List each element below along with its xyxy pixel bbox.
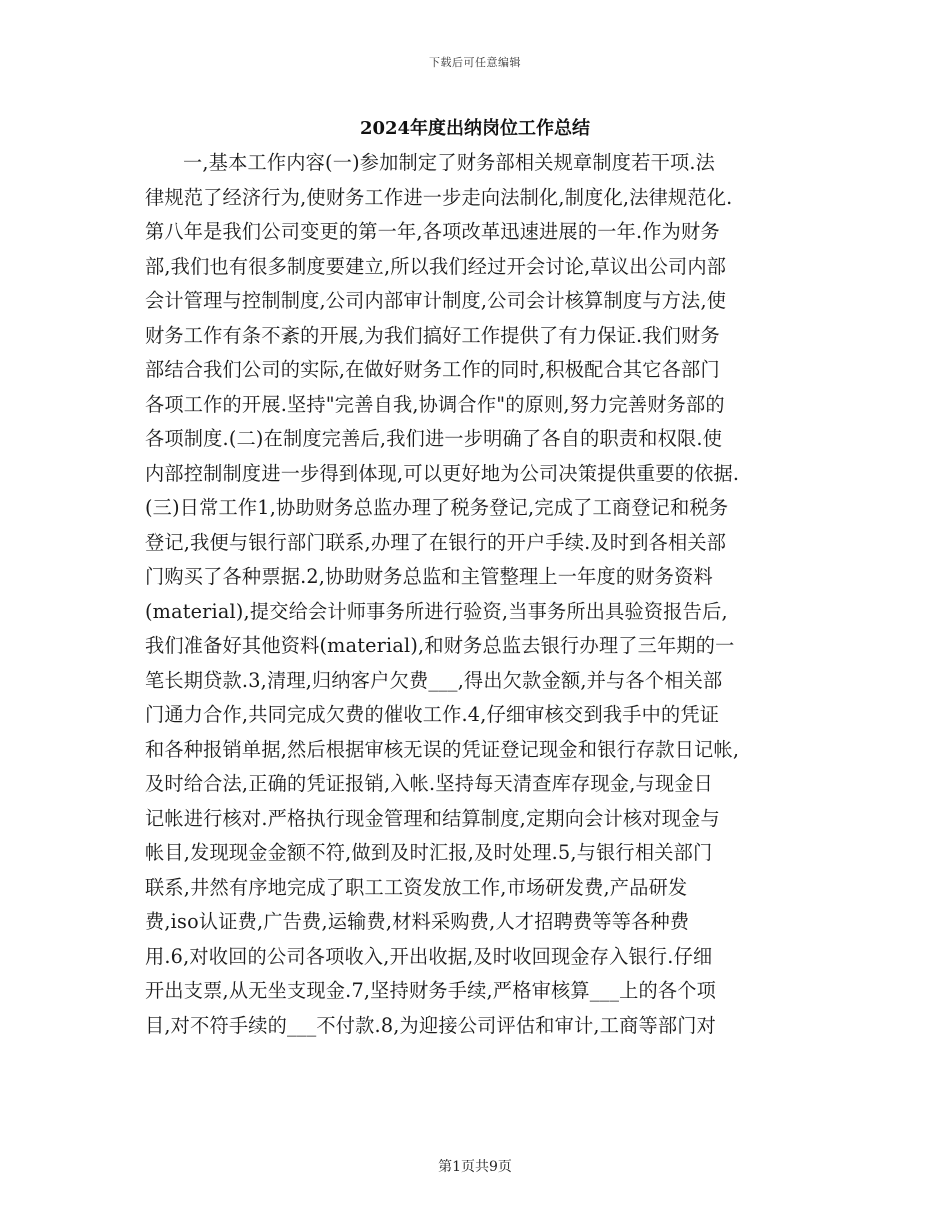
body-line: 会计管理与控制制度,公司内部审计制度,公司会计核算制度与方法,使 (145, 289, 727, 312)
header-note: 下载后可任意编辑 (429, 56, 521, 69)
page-number: 第1页共9页 (438, 1159, 512, 1175)
body-line: (material),提交给会计师事务所进行验资,当事务所出具验资报告后, (145, 599, 728, 623)
body-line: 联系,井然有序地完成了职工工资发放工作,市场研发费,产品研发 (145, 875, 688, 899)
body-line: 目,对不符手续的___不付款.8,为迎接公司评估和审计,工商等部门对 (145, 1013, 717, 1037)
body-line: 部结合我们公司的实际,在做好财务工作的同时,积极配合其它各部门 (145, 358, 720, 381)
body-line: 记帐进行核对.严格执行现金管理和结算制度,定期向会计核对现金与 (145, 806, 720, 830)
body-line: 门通力合作,共同完成欠费的催收工作.4,仔细审核交到我手中的凭证 (145, 703, 720, 726)
body-line: 财务工作有条不紊的开展,为我们搞好工作提供了有力保证.我们财务 (145, 323, 720, 347)
body-line: 笔长期贷款.3,清理,归纳客户欠费___,得出欠款金额,并与各个相关部 (145, 668, 723, 692)
body-line: 各项制度.(二)在制度完善后,我们进一步明确了各自的职责和权限.使 (145, 427, 723, 450)
body-line: 我们准备好其他资料(material),和财务总监去银行办理了三年期的一 (145, 634, 735, 657)
document-body (145, 146, 810, 1043)
body-line: 开出支票,从无坐支现金.7,坚持财务手续,严格审核算___上的各个项 (145, 979, 717, 1002)
body-line: 和各种报销单据,然后根据审核无误的凭证登记现金和银行存款日记帐, (145, 737, 740, 761)
body-line: 帐目,发现现金金额不符,做到及时汇报,及时处理.5,与银行相关部门 (145, 841, 713, 864)
document-title: 2024年度出纳岗位工作总结 (359, 118, 591, 139)
body-line: 费,iso认证费,广告费,运输费,材料采购费,人才招聘费等等各种费 (145, 910, 690, 933)
body-line: 门购买了各种票据.2,协助财务总监和主管整理上一年度的财务资料 (145, 565, 713, 588)
body-line: 内部控制制度进一步得到体现,可以更好地为公司决策提供重要的依据. (145, 461, 740, 485)
body-line: 用.6,对收回的公司各项收入,开出收据,及时收回现金存入银行.仔细 (145, 944, 713, 968)
body-line: 各项工作的开展.坚持"完善自我,协调合作"的原则,努力完善财务部的 (145, 392, 725, 416)
body-line: 第八年是我们公司变更的第一年,各项改革迅速进展的一年.作为财务 (145, 220, 720, 243)
body-line: (三)日常工作1,协助财务总监办理了税务登记,完成了工商登记和税务 (145, 496, 729, 519)
body-line: 部,我们也有很多制度要建立,所以我们经过开会讨论,草议出公司内部 (145, 254, 727, 278)
body-line: 登记,我便与银行部门联系,办理了在银行的开户手续.及时到各相关部 (145, 530, 727, 554)
body-line: 律规范了经济行为,使财务工作进一步走向法制化,制度化,法律规范化. (145, 185, 733, 209)
body-line: 一,基本工作内容(一)参加制定了财务部相关规章制度若干项.法 (183, 151, 716, 174)
body-line: 及时给合法,正确的凭证报销,入帐.坚持每天清查库存现金,与现金日 (145, 772, 714, 795)
